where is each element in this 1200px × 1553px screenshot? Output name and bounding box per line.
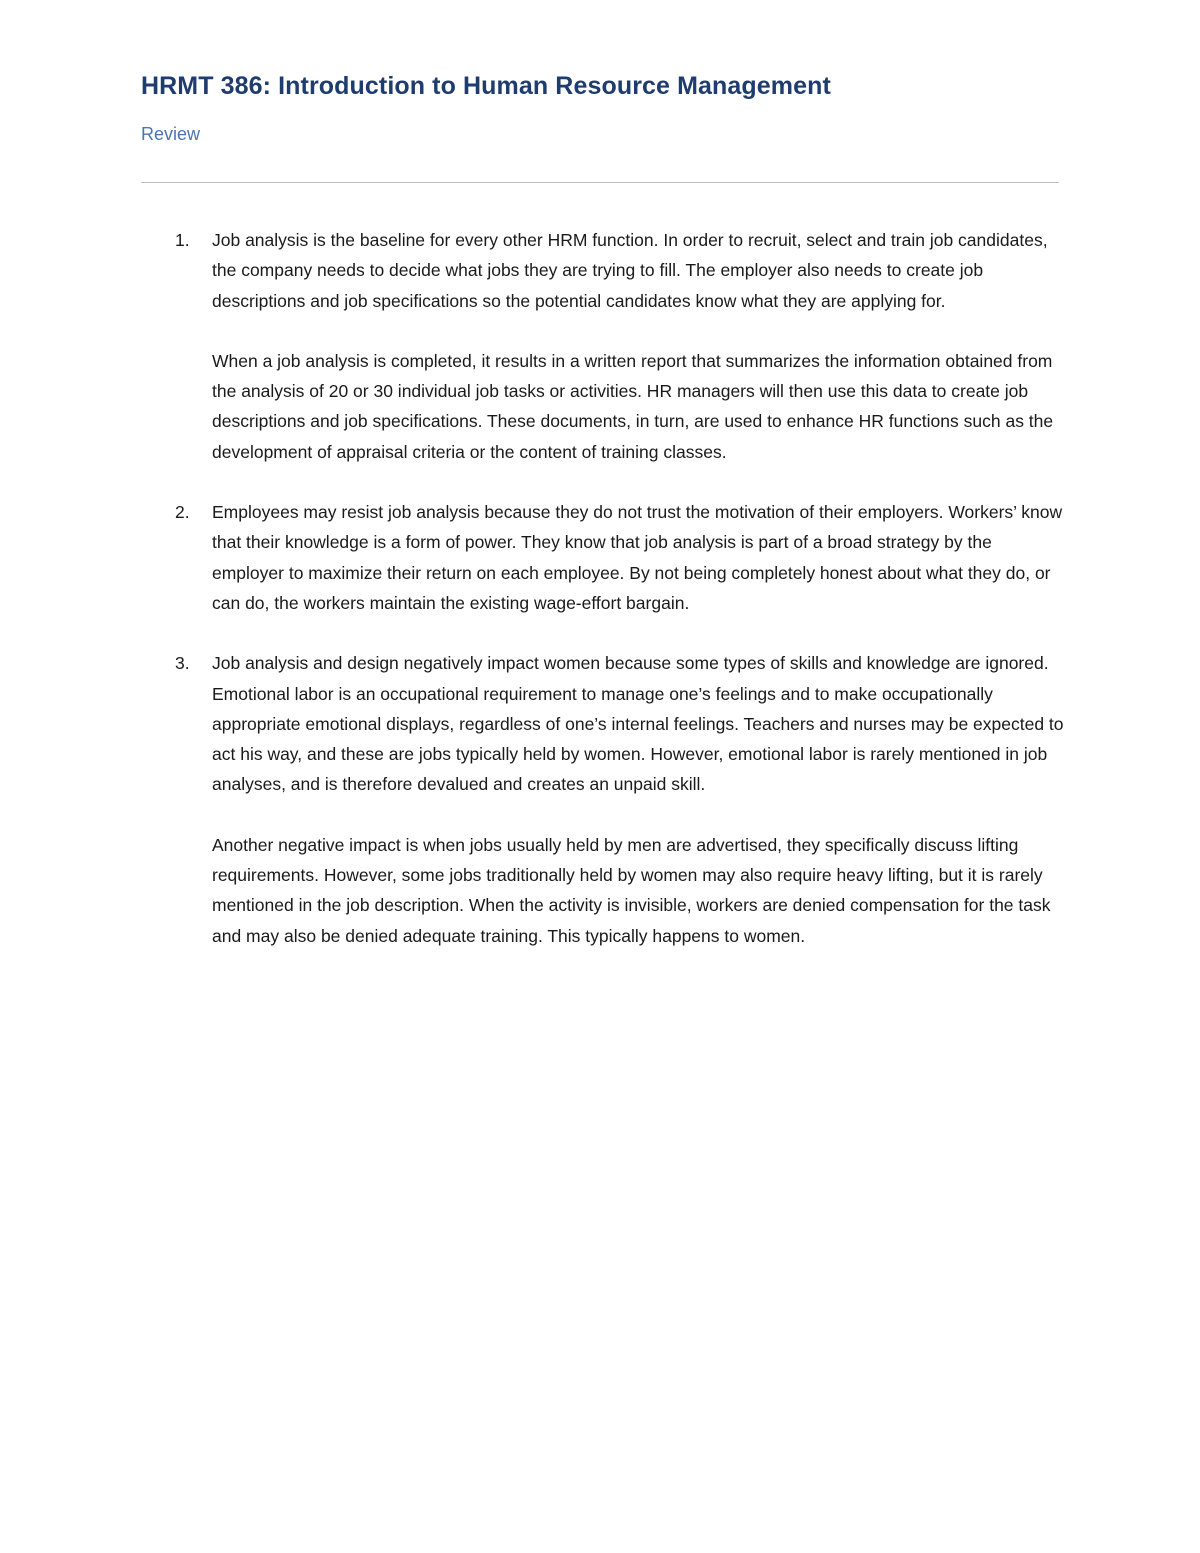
paragraph: Job analysis is the baseline for every other HRM function. In order to recruit, select and train job candidates, the company needs to decide what jobs they are trying to fill. The employer also needs to create job descriptions and job specifications so the potential candidates know what they are applying for. (212, 230, 1048, 311)
document-subtitle: Review (141, 124, 201, 144)
title-divider (141, 182, 1059, 183)
document-title: HRMT 386: Introduction to Human Resource Management (141, 72, 831, 100)
paragraph: Another negative impact is when jobs usually held by men are advertised, they specifically discuss lifting requirements. However, some jobs traditionally held by women may also require heavy lifting, but it is rarely mentioned in the job description. When the activity is invisible, workers are denied compensation for the task and may also be denied adequate training. This typically happens to women. (212, 834, 1051, 946)
item-number: 2. (175, 502, 190, 523)
item-number: 1. (175, 230, 190, 250)
paragraph: Employees may resist job analysis because they do not trust the motivation of their employers. Workers’ know that their knowledge is a form of power. They know that job analysis is part of a broad strategy by the employer to maximize their return on each employee. By not being completely honest about what they do, or can do, the workers maintain the existing wage-effort bargain. (212, 502, 1063, 613)
paragraph: Job analysis and design negatively impact women because some types of skills and knowledge are ignored. Emotional labor is an occupational requirement to manage one’s feelings and to make occupationally appropriate emotional displays, regardless of one’s internal feelings. Teachers and nurses may be expected to act his way, and these are jobs typically held by women. However, emotional labor is rarely mentioned in job analyses, and is therefore devalued and creates an unpaid skill. (212, 653, 1064, 795)
paragraph: When a job analysis is completed, it results in a written report that summarizes the information obtained from the analysis of 20 or 30 individual job tasks or activities. HR managers will then use this data to create job descriptions and job specifications. These documents, in turn, are used to enhance HR functions such as the development of appraisal criteria or the content of training classes. (212, 350, 1054, 462)
item-number: 3. (175, 653, 190, 674)
list-item (141, 497, 1066, 618)
list-item (141, 225, 1066, 467)
answer-list (141, 225, 1066, 981)
list-item (141, 648, 1066, 951)
